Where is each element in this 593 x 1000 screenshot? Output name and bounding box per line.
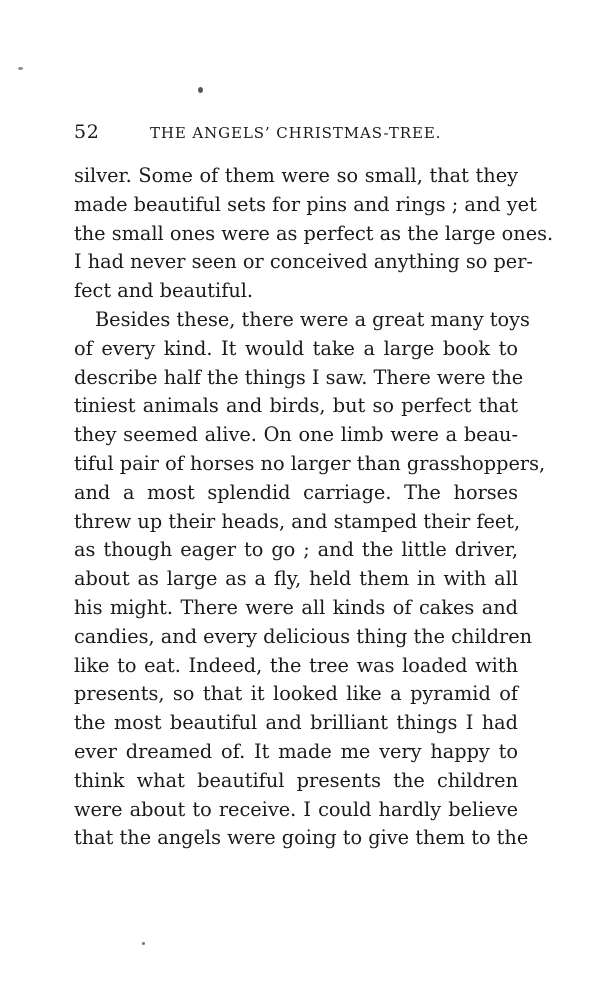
text-line: tiniest animals and birds, but so perfect that	[74, 394, 518, 418]
text-line: tiful pair of horses no larger than grasshoppers,	[74, 451, 546, 475]
ink-speck	[198, 87, 203, 93]
text-line: and a most splendid carriage. The horses	[74, 480, 518, 504]
page-number: 52	[74, 121, 100, 143]
body-text	[74, 162, 554, 853]
text-line: the small ones were as perfect as the large ones.	[74, 221, 554, 245]
text-line: think what beautiful presents the children	[74, 768, 518, 792]
text-line: his might. There were all kinds of cakes and	[74, 595, 518, 619]
text-line: I had never seen or conceived anything so per-	[74, 250, 533, 274]
text-line: the most beautiful and brilliant things I had	[74, 711, 518, 735]
text-line: made beautiful sets for pins and rings ; and yet	[74, 192, 537, 216]
running-title: THE ANGELS’ CHRISTMAS-TREE.	[150, 124, 442, 142]
ink-speck	[142, 942, 145, 945]
text-line: that the angels were going to give them to the	[74, 826, 529, 850]
text-line: presents, so that it looked like a pyramid of	[74, 682, 518, 706]
text-line: silver. Some of them were so small, that they	[74, 164, 518, 187]
text-line: of every kind. It would take a large book to	[74, 336, 518, 360]
text-line: Besides these, there were a great many toys	[95, 307, 530, 331]
text-line: were about to receive. I could hardly believe	[74, 797, 518, 821]
text-line: like to eat. Indeed, the tree was loaded with	[74, 653, 518, 677]
running-head	[74, 121, 518, 143]
text-line: fect and beautiful.	[74, 279, 254, 303]
ink-speck	[18, 67, 23, 70]
text-line: they seemed alive. On one limb were a beau-	[74, 423, 518, 447]
text-line: ever dreamed of. It made me very happy to	[74, 739, 518, 763]
text-line: threw up their heads, and stamped their feet,	[74, 509, 521, 533]
text-line: describe half the things I saw. There were the	[74, 365, 524, 389]
text-line: candies, and every delicious thing the children	[74, 624, 533, 648]
text-line: as though eager to go ; and the little driver,	[74, 538, 518, 562]
text-line: about as large as a fly, held them in with all	[74, 567, 518, 591]
